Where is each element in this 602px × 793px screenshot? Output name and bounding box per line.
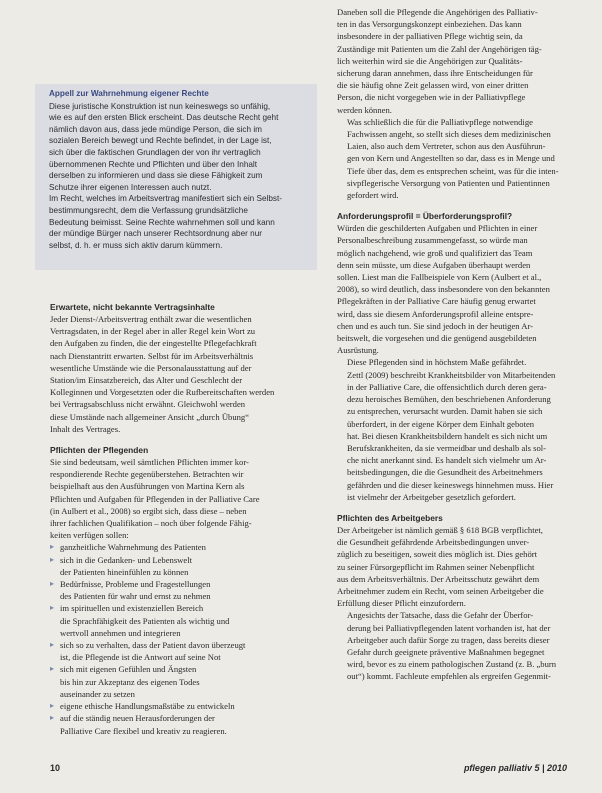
text-line: zu seiner Fürsorgepflicht im Rahmen seiner Nebenpflicht <box>337 561 535 572</box>
bullet-line: ▸ ganzheitliche Wahrnehmung des Patienten <box>60 542 206 553</box>
section-para-gefaehrdung <box>337 356 567 502</box>
section-text-anforderungsprofil <box>337 222 567 356</box>
text-line: ihrer fachlichen Qualifikation – noch über folgende Fähig- <box>50 518 252 529</box>
text-line: Gefahr durch geeignete präventive Maßnahmen begegnet <box>347 646 545 657</box>
info-box-title: Appell zur Wahrnehmung eigener Rechte <box>49 89 209 98</box>
bullet-item <box>50 712 317 736</box>
text-line: Person, die nicht vorgegeben wie in der Palliativpflege <box>337 92 526 103</box>
text-line: beitsbedingungen, die die Gesundheit des Arbeitnehmers <box>347 467 543 478</box>
text-line: sicherung daran annehmen, dass ihre Entscheidungen für <box>337 68 533 79</box>
bullet-item <box>50 578 317 602</box>
text-line: Erfüllung dieser Pflicht einzufordern. <box>337 598 466 609</box>
bullet-line: bis hin zur Akzeptanz des eigenen Todes <box>60 676 200 687</box>
bullet-line: ▸ sich so zu verhalten, dass der Patient davon überzeugt <box>60 640 246 651</box>
text-line: Jeder Dienst-/Arbeitsvertrag enthält zwar die wesentlichen <box>50 314 252 324</box>
info-box-line: übernommenen Rechte und Pflichten und über den Inhalt <box>49 159 258 169</box>
text-line: Kolleginnen und Vorgesetzten oder die Rufbereitschaften werden <box>50 387 275 398</box>
right-para-fachwissen <box>337 116 567 201</box>
bullet-item <box>50 602 317 639</box>
text-line: sollen. Liest man die Fallbeispiele von Kern (Aulbert et al., <box>337 272 542 283</box>
text-line: in der Palliative Care, die offensichtlich durch deren gera- <box>347 381 547 392</box>
section-heading-anforderungsprofil: Anforderungsprofil = Überforderungsprofil? <box>337 211 513 222</box>
text-line: Angesichts der Tatsache, dass die Gefahr der Überfor- <box>347 610 534 621</box>
text-line: Arbeitnehmer zudem ein Recht, vom seinen Arbeitgeber die <box>337 585 544 596</box>
section-heading-vertragsinhalte: Erwartete, nicht bekannte Vertragsinhalte <box>50 302 215 312</box>
page-footer <box>50 763 567 777</box>
text-line: beitswelt, die vorgesehen und die genügend ausgebildeten <box>337 333 537 344</box>
text-line: respondierende Rechte gegenüberstehen. Betrachten wir <box>50 469 244 480</box>
bullet-item <box>50 700 317 712</box>
bullet-line: wertvoll annehmen und integrieren <box>60 627 181 638</box>
text-line: züglich zu beseitigen, soweit dies möglich ist. Dies gehört <box>337 549 538 560</box>
info-box-line: sozialen Bereich bewegt und Rechte befindet, in der Lage ist, <box>49 136 272 146</box>
page-number: 10 <box>50 763 61 773</box>
info-box-line: Bedeutung beimisst. Seine Rechte wahrnehmen soll und kann <box>49 217 275 227</box>
text-line: gen von Kern und Angestellten so dar, dass es in Menge und <box>347 153 555 164</box>
text-line: Fachwissen angeht, so stellt sich dieses dem medizinischen <box>347 129 551 140</box>
text-line: out“) kommt. Fachleute empfehlen als ergreifen Gegenmit- <box>347 671 551 682</box>
left-column <box>50 301 317 737</box>
bullet-line: der Patienten hineinfühlen zu können <box>60 566 189 577</box>
info-box-line: Schutze ihrer eigenen Interessen auch nutzt. <box>49 182 212 192</box>
bullet-item <box>50 554 317 578</box>
text-line: beispielhaft aus den Ausführungen von Martina Kern als <box>50 481 245 492</box>
text-line: ten in das Versorgungskonzept einbeziehen. Das kann <box>337 19 522 30</box>
bullet-line: ▸ sich in die Gedanken- und Lebenswelt <box>60 554 192 565</box>
bullet-line: ▸ auf die ständig neuen Herausforderungen der <box>60 713 215 724</box>
text-line: Laien, also auch dem Vertreter, schon aus den Ausführun- <box>347 141 546 152</box>
text-line: Pflichten und Aufgaben für Pflegenden in der Palliative Care <box>50 493 260 504</box>
text-line: dezu heroisches Bemühen, den beschriebenen Anforderung <box>347 394 551 405</box>
text-line: keiten verfügen sollen: <box>50 530 129 541</box>
text-line: gefordert wird. <box>347 190 399 201</box>
section-text-vertragsinhalte <box>50 313 317 435</box>
text-line: Arbeitgeber auch dafür Sorge zu tragen, dass bereits dieser <box>347 634 550 645</box>
text-line: den Aufgaben zu finden, die der eingestellte Pflegefachkraft <box>50 338 257 349</box>
text-line: Diese Pflegenden sind in höchstem Maße gefährdet. <box>347 357 527 368</box>
text-line: die sie häufig ohne Zeit gelassen wird, von einer dritten <box>337 80 529 91</box>
text-line: die Gesundheit gefährdende Arbeitsbedingungen unver- <box>337 537 530 548</box>
text-line: werden können. <box>337 104 392 115</box>
text-line: zu entsprechen, verursacht wurden. Damit haben sie sich <box>347 406 543 417</box>
text-line: Zettl (2009) beschreibt Krankheitsbilder von Mitarbeitenden <box>347 369 556 380</box>
text-line: wird, dass sie diesem Anforderungsprofil alleine entspre- <box>337 308 534 319</box>
bullet-line: des Patienten für wahr und ernst zu nehmen <box>60 591 211 602</box>
text-line: wird, bevor es zu einem pathologischen Zustand (z. B. „burn <box>347 659 557 670</box>
text-line: Station/im Einsatzbereich, das Alter und Geschlecht der <box>50 375 243 386</box>
info-box-line: Diese juristische Konstruktion ist nun keineswegs so unfähig, <box>49 101 271 111</box>
text-line: nach Dienstantritt erwarten. Selbst für im Arbeitsverhältnis <box>50 350 254 361</box>
bullet-line: ▸ eigene ethische Handlungsmaßstäbe zu entwickeln <box>60 701 235 712</box>
info-box-line: der mündige Bürger nach unserer Rechtsordnung aber nur <box>49 229 263 239</box>
text-line: bei Vertragsabschluss nicht erwähnt. Gleichwohl werden <box>50 399 246 410</box>
text-line: Berufskrankheiten, da sie vermeidbar und deshalb als sol- <box>347 442 547 453</box>
section-para-ueberforderung <box>337 609 567 682</box>
section-text-pflichten-arbeitgeber <box>337 524 567 609</box>
text-line: sivpflegerische Versorgung von Patienten und Patientinnen <box>347 177 550 188</box>
text-line: Inhalt des Vertrages. <box>50 423 121 434</box>
info-box-line: derselben zu informieren und dass sie diese Fähigkeit zum <box>49 171 263 181</box>
text-line: 2008), so wird deutlich, dass insbesondere von den bekannten <box>337 284 550 295</box>
text-line: lich weiterhin wird sie die Angehörigen zur Qualitäts- <box>337 55 523 66</box>
text-line: Würden die geschilderten Aufgaben und Pflichten in einer <box>337 223 538 234</box>
text-line: Was schließlich die für die Palliativpflege notwendige <box>347 116 533 127</box>
info-box-line: Im Recht, welches im Arbeitsvertrag manifestiert sich ein Selbst- <box>49 194 282 204</box>
text-line: insbesondere in der palliativen Pflege wichtig sein, da <box>337 31 523 42</box>
bullet-item <box>50 663 317 700</box>
bullet-line: ist, die Pflegende ist die Antwort auf seine Not <box>60 652 221 663</box>
bullet-item <box>50 541 317 553</box>
info-box <box>35 84 317 270</box>
text-line: denn sein müsste, um diese Aufgaben überhaupt werden <box>337 259 531 270</box>
section-text-pflichten-pflegende <box>50 456 317 541</box>
pflichten-bullet-list <box>50 541 317 736</box>
text-line: che nicht anerkannt sind. Es handelt sich vielmehr um Ar- <box>347 455 547 466</box>
text-line: Sie sind bedeutsam, weil sämtlichen Pflichten immer kor- <box>50 457 249 468</box>
text-line: (in Aulbert et al., 2008) so ergibt sich, dass diese – neben <box>50 505 247 516</box>
text-line: Pflegekräften in der Palliative Care häufig genug erwartet <box>337 296 536 307</box>
text-line: gefährden und die dieser keineswegs hinnehmen muss. Hier <box>347 479 554 490</box>
info-box-line: nämlich davon aus, dass jede mündige Person, die sich im <box>49 124 262 134</box>
info-box-line: wie es auf den ersten Blick erscheint. Das deutsche Recht geht <box>49 113 279 123</box>
text-line: wesentliche Umstände wie die Personalausstattung auf der <box>50 362 252 373</box>
text-line: Tiefe über das, dem es entsprechen scheint, was für die inten- <box>347 165 559 176</box>
section-heading-pflichten-pflegende: Pflichten der Pflegenden <box>50 445 149 456</box>
bullet-line: die Sprachfähigkeit des Patienten als wichtig und <box>60 615 230 626</box>
bullet-line: auseinander zu setzen <box>60 688 135 699</box>
info-box-line: sich über die faktischen Grundlagen der von ihr vertraglich <box>49 147 261 157</box>
text-line: Ausrüstung. <box>337 345 379 356</box>
text-line: derung bei Palliativpflegenden latent vorhanden ist, hat der <box>347 622 551 633</box>
bullet-line: ▸ im spirituellen und existenziellen Bereich <box>60 603 204 614</box>
text-line: chen und es auch tun. Sie sind jedoch in der heutigen Ar- <box>337 320 534 331</box>
bullet-line: ▸ sich mit eigenen Gefühlen und Ängsten <box>60 664 197 675</box>
journal-name: pflegen palliativ 5 | 2010 <box>463 763 567 773</box>
text-line: möglich nachgehend, wie groß und qualifiziert das Team <box>337 247 533 258</box>
info-box-line: selbst, d. h. er muss sich aktiv darum kümmern. <box>49 240 223 250</box>
info-box-text <box>49 101 307 252</box>
text-line: ist vielmehr der Arbeitgeber gesetzlich gefordert. <box>347 491 516 502</box>
right-column <box>337 6 567 683</box>
text-line: diese Umstände nach allgemeiner Ansicht „durch Übung“ <box>50 411 250 422</box>
text-line: Vertragsdaten, in der Regel aber in aller Regel kein Wort zu <box>50 326 256 337</box>
text-line: Der Arbeitgeber ist nämlich gemäß § 618 BGB verpflichtet, <box>337 524 543 535</box>
text-line: aus dem Arbeitsverhältnis. Der Arbeitsschutz gewährt dem <box>337 573 540 584</box>
info-box-line: bestimmungsrecht, dem die Verfassung grundsätzliche <box>49 205 248 215</box>
bullet-line: Palliative Care flexibel und kreativ zu reagieren. <box>60 725 227 736</box>
section-heading-pflichten-arbeitgeber: Pflichten des Arbeitgebers <box>337 512 443 523</box>
text-line: Personalbeschreibung zusammengefasst, so würde man <box>337 235 528 246</box>
text-line: Daneben soll die Pflegende die Angehörigen des Palliativ- <box>337 7 538 17</box>
right-intro-text <box>337 6 567 116</box>
text-line: Zuständige mit Patienten um die Zahl der Angehörigen täg- <box>337 43 542 54</box>
bullet-item <box>50 639 317 663</box>
bullet-line: ▸ Bedürfnisse, Probleme und Fragestellungen <box>60 579 211 590</box>
text-line: überfordert, in der eigene Körper dem Einhalt geboten <box>347 418 535 429</box>
text-line: hat. Bei diesen Krankheitsbildern handelt es sich nicht um <box>347 430 548 441</box>
